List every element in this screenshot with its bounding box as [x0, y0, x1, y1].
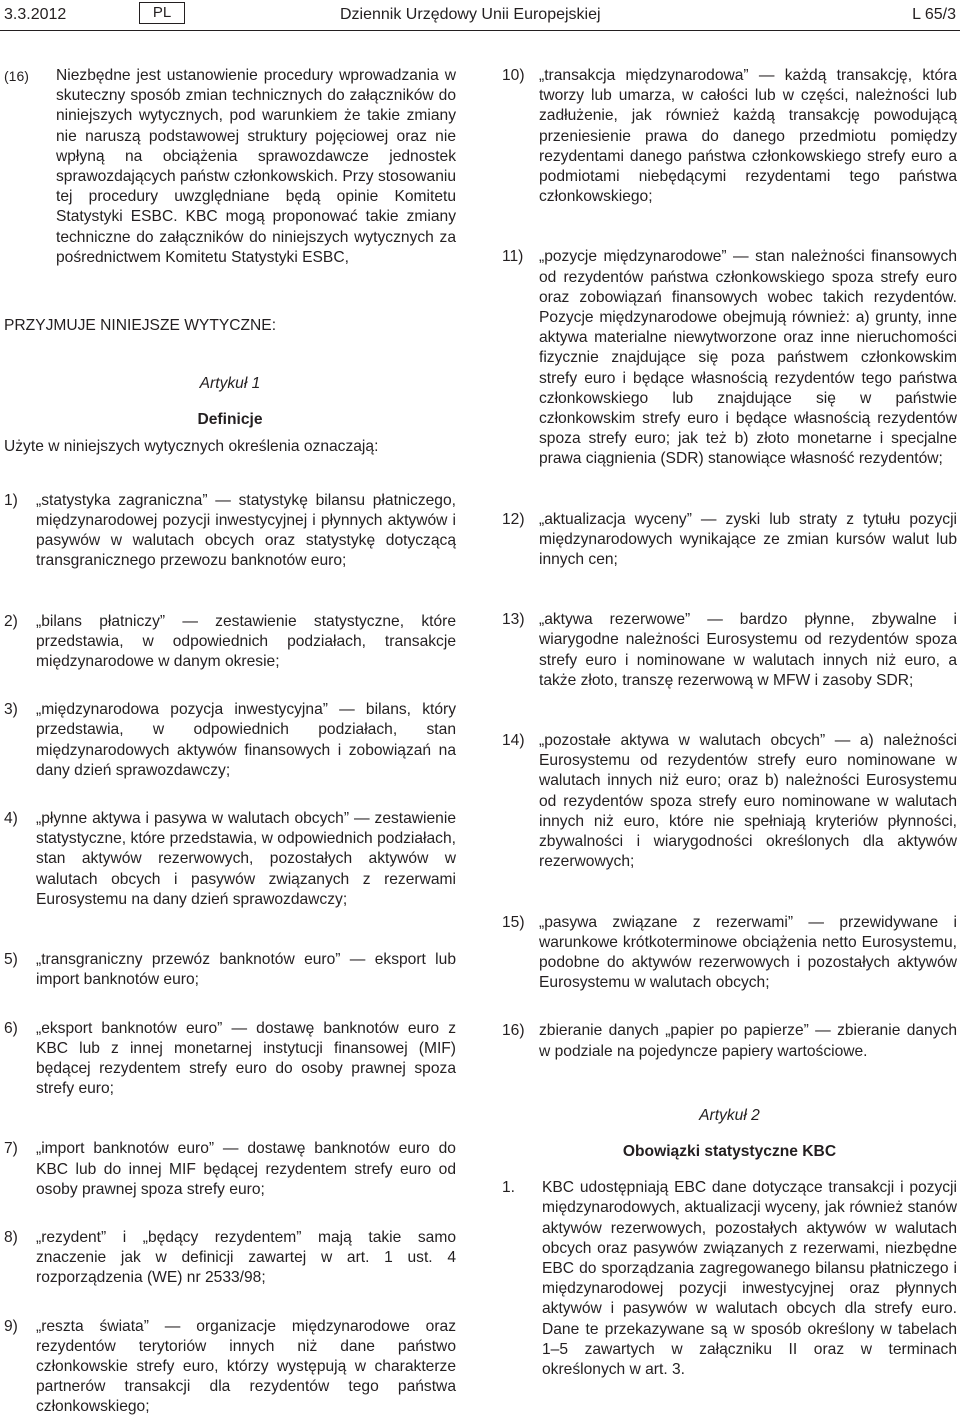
page-reference: L 65/3 [912, 6, 956, 23]
definition-number: 14) [502, 732, 525, 750]
article-1-number: Artykuł 1 [199, 375, 261, 393]
definition-text: „międzynarodowa pozycja inwestycyjna” — bilans, który przedstawia, w odpowiednich podziałach, stan międzynarodowych aktywów finansowych i zobowiązań na dany dzień sprawozdawczy; [36, 701, 456, 779]
article-1-title: Definicje [197, 411, 263, 429]
definition-3 [4, 700, 456, 781]
definition-5 [4, 950, 456, 990]
definition-text: „transakcja międzynarodowa” — każdą transakcję, która tworzy lub umarza, w całości lub w części, należności lub zadłużenie, jak również każdą transakcję powodującą przeniesienie prawa do danego przedmiotu pomiędzy rezydentami danego państwa członkowskiego strefy euro a podmiotami niebędącymi rezydentami tego państwa członkowskiego; [539, 67, 957, 206]
definition-14 [502, 731, 957, 872]
definition-number: 4) [4, 810, 18, 828]
paragraph-number: 1. [502, 1179, 516, 1197]
article-2-paragraph-1 [502, 1178, 957, 1380]
definition-text: „reszta świata” — organizacje międzynarodowe oraz rezydentów terytoriów innych niż dane państwo członkowskie strefy euro, którzy występują w charakterze partnerów transakcji dla rezydentów tego państwa członkowskiego; [36, 1317, 456, 1416]
definition-text: zbieranie danych „papier po papierze” — zbieranie danych w podziale na pojedyncze papiery wartościowe. [539, 1022, 957, 1060]
definition-number: 10) [502, 67, 525, 84]
definition-number: 2) [4, 612, 18, 630]
definition-text: „eksport banknotów euro” — dostawę banknotów euro z KBC lub z innej monetarnej instytucji finansowej (MIF) będącej rezydentem strefy euro do osoby prawnej spoza strefy euro; [36, 1019, 456, 1098]
recital-number: (16) [4, 68, 29, 84]
definition-number: 16) [502, 1022, 525, 1040]
language-badge: PL [139, 2, 185, 24]
definition-7 [4, 1139, 456, 1200]
definition-15 [502, 913, 957, 994]
definition-text: „aktywa rezerwowe” — bardzo płynne, zbywalne i wiarygodne należności Eurosystemu od rezydentów spoza strefy euro i nominowane w walutach innych niż euro, a także złoto, transzę rezerwową w MFW i zasoby SDR; [539, 611, 957, 689]
definition-number: 13) [502, 611, 525, 629]
paragraph-text: KBC udostępniają EBC dane dotyczące transakcji i pozycji międzynarodowych, aktualizacji wyceny, jak również stanów aktywów rezerwowych, pozostałych aktywów w walutach obcych oraz pasywów związanych z rezerwami, niezbędne EBC do sporządzania zagregowanego bilansu płatniczego i międzynarodowej pozycji inwestycyjnej oraz płynnych aktywów i pasywów w walutach obcych dla strefy euro. Dane te przekazywane są w sposób określony w tabelach 1–5 zawartych w załączniku II oraz w terminach określonych w art. 3. [542, 1179, 957, 1378]
journal-title: Dziennik Urzędowy Unii Europejskiej [340, 6, 601, 23]
definition-12 [502, 510, 957, 571]
definition-8 [4, 1228, 456, 1289]
definition-1 [4, 491, 456, 572]
definition-13 [502, 610, 957, 691]
definition-text: „bilans płatniczy” — zestawienie statystyczne, które przedstawia, w odpowiednich podziałach, transakcje międzynarodowe w danym okresie; [36, 612, 456, 671]
recital-text: Niezbędne jest ustanowienie procedury wprowadzania w skuteczny sposób zmian technicznych do załączników do niniejszych wytycznych, pod warunkiem że takie zmiany nie naruszą podstawowej struktury pojęciowej oraz nie wpłyną na obciążenia sprawozdawcze jednostek sprawozdających państw członkowskich. Przy stosowaniu tej procedury uwzględniane będą opinie Komitetu Statystyki ESBC. KBC mogą proponować takie zmiany techniczne do załączników do niniejszych wytycznych za pośrednictwem Komitetu Statystyki ESBC, [56, 67, 456, 266]
definition-2 [4, 612, 456, 673]
definition-number: 1) [4, 491, 18, 509]
definition-number: 5) [4, 951, 18, 969]
definition-number: 9) [4, 1317, 18, 1335]
definition-text: „transgraniczny przewóz banknotów euro” — eksport lub import banknotów euro; [36, 951, 456, 989]
definition-text: „aktualizacja wyceny” — zyski lub straty z tytułu pozycji międzynarodowych wynikające ze zmian kursów walut lub innych cen; [539, 510, 957, 569]
article-1-lead: Użyte w niniejszych wytycznych określenia oznaczają: [4, 437, 379, 455]
definition-text: „płynne aktywa i pasywa w walutach obcych” — zestawienie statystyczne, które przedstawia, w odpowiednich podziałach, stan aktywów rezerwowych, pozostałych aktywów w walutach obcych i pasywów związanych z rezerwami Eurosystemu na dany dzień sprawozdawczy; [36, 810, 456, 908]
definition-number: 7) [4, 1140, 18, 1158]
definition-10 [502, 66, 957, 207]
definition-16 [502, 1021, 957, 1061]
definition-number: 11) [502, 248, 524, 266]
article-2-number: Artykuł 2 [699, 1106, 760, 1124]
publication-date: 3.3.2012 [4, 6, 67, 23]
definition-11 [502, 247, 957, 469]
definition-text: „rezydent” i „będący rezydentem” mają takie samo znaczenie jak w definicji zawartej w art. 1 ust. 4 rozporządzenia (WE) nr 2533/98; [36, 1228, 456, 1287]
definition-4 [4, 809, 456, 910]
right-column [502, 66, 957, 1380]
definition-text: „statystyka zagraniczna” — statystykę bilansu płatniczego, międzynarodowej pozycji inwestycyjnej i płynnych aktywów i pasywów w walutach obcych oraz statystykę dotyczącą transgranicznego przewozu banknotów euro; [36, 491, 456, 570]
definition-number: 15) [502, 913, 525, 931]
article-2-title: Obowiązki statystyczne KBC [622, 1142, 837, 1160]
definition-number: 6) [4, 1019, 18, 1037]
recital-16 [4, 66, 456, 268]
definition-text: „pozycje międzynarodowe” — stan należności finansowych od rezydentów państwa członkowskiego spoza strefy euro oraz zobowiązań finansowych wobec takich rezydentów. Pozycje międzynarodowe obejmują również: a) grunty, inne aktywa materialne niewytworzone oraz inne nieruchomości fizycznie znajdujące się poza państwem członkowskim strefy euro i będące własnością rezydentów tego państwa członkowskiego lub znajdujące się w państwie członkowskim strefy euro i będące własnością rezydentów spoza strefy euro; jak też b) złoto monetarne i specjalne prawa ciągnienia (SDR) stanowiące własność rezydentów; [539, 248, 957, 468]
page-header [0, 0, 960, 31]
definition-6 [4, 1019, 456, 1100]
definition-number: 3) [4, 701, 18, 719]
definition-number: 8) [4, 1228, 18, 1246]
definition-text: „pozostałe aktywa w walutach obcych” — a) należności Eurosystemu od rezydentów strefy euro nominowane w walutach innych niż euro; oraz b) należności Eurosystemu od rezydentów spoza strefy euro nominowane w walutach innych niż euro, które nie spełniają kryteriów płynności, zbywalności i wiarygodności określonych dla aktywów rezerwowych; [539, 732, 957, 871]
definition-9 [4, 1317, 456, 1418]
definition-number: 12) [502, 510, 525, 528]
definition-text: „pasywa związane z rezerwami” — przewidywane i warunkowe krótkoterminowe obciążenia netto Eurosystemu, podobne do aktywów rezerwowych i pozostałych aktywów Eurosystemu w walutach obcych; [539, 913, 957, 992]
definition-text: „import banknotów euro” — dostawę banknotów euro do KBC lub do innej MIF będącej rezydentem strefy euro od osoby prawnej spoza strefy euro; [36, 1140, 456, 1198]
left-column [4, 66, 456, 1418]
adoption-formula: PRZYJMUJE NINIEJSZE WYTYCZNE: [4, 317, 277, 335]
